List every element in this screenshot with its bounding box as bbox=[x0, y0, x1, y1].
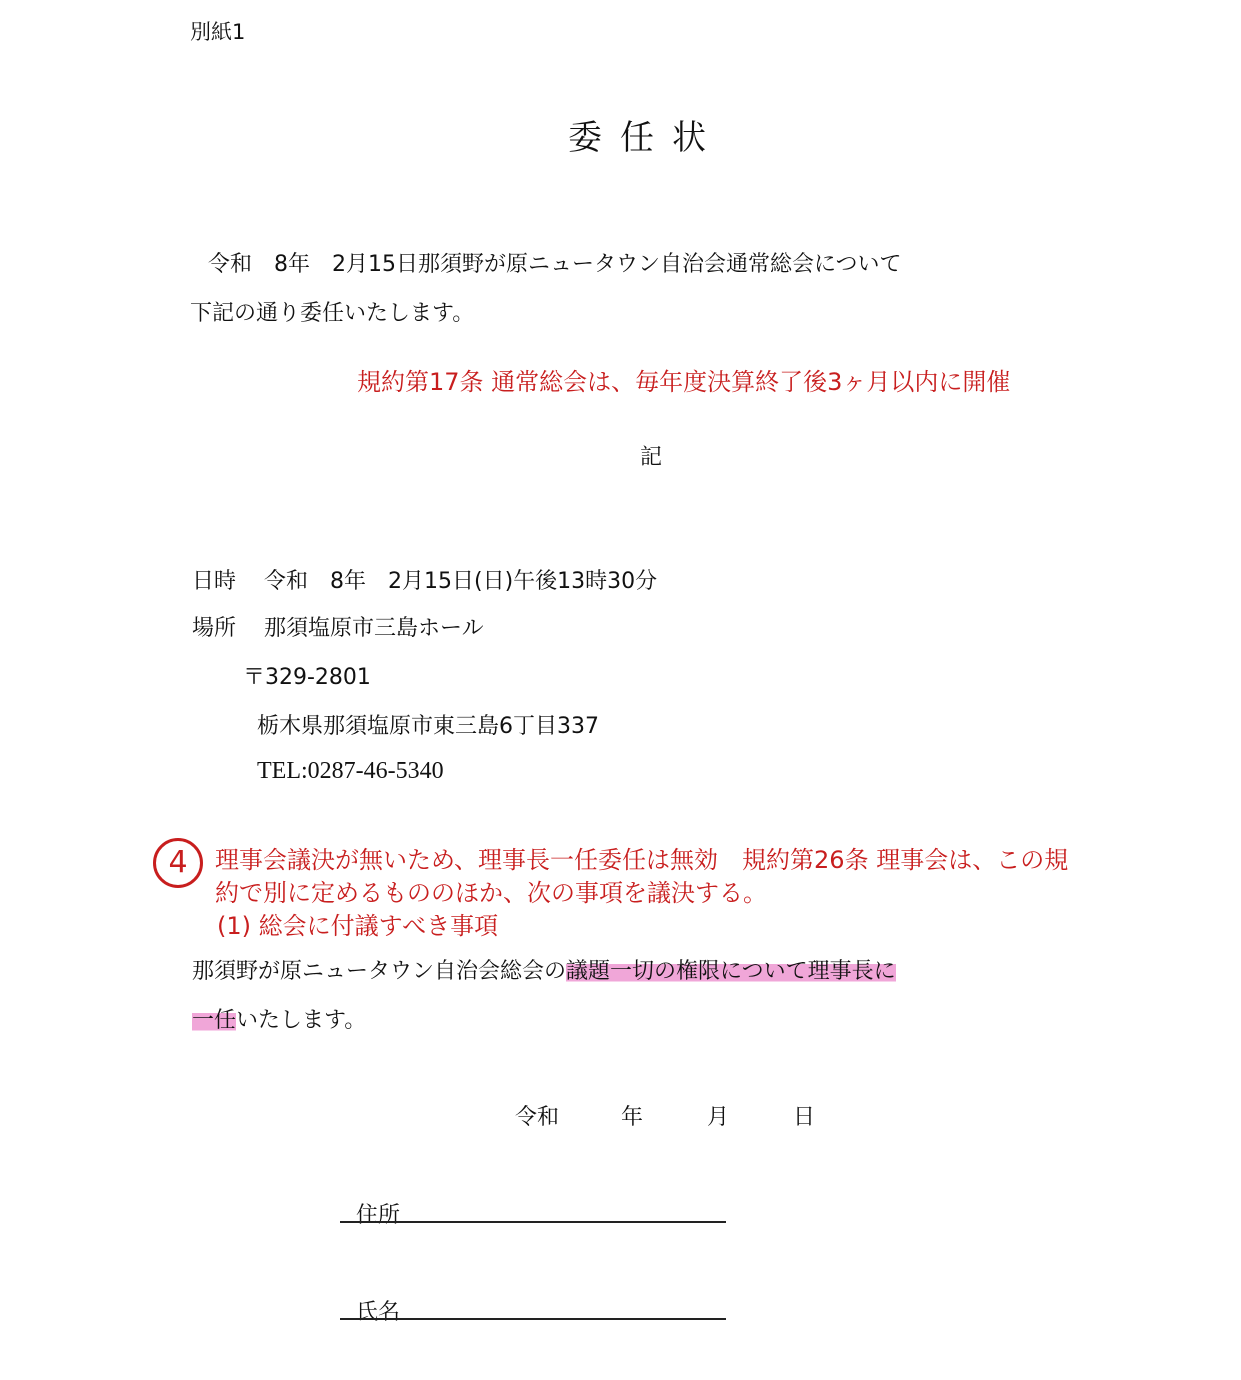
intro-line-1: 令和 8年 2月15日那須野が原ニュータウン自治会通常総会について bbox=[208, 252, 902, 277]
annotation-article-26-line2: 約で別に定めるもののほか、次の事項を議決する。 bbox=[215, 879, 767, 907]
delegation-line-1 bbox=[192, 954, 896, 985]
datetime-label: 日時 bbox=[192, 569, 237, 594]
address-field-label: 住所 bbox=[356, 1203, 401, 1228]
document-title: 委任状 bbox=[568, 118, 724, 158]
delegation-text: いたします。 bbox=[236, 1008, 367, 1033]
annotation-article-26-line3: (1) 総会に付議すべき事項 bbox=[217, 912, 499, 940]
circle-number-4-icon: 4 bbox=[153, 838, 203, 888]
intro-line-2: 下記の通り委任いたします。 bbox=[190, 301, 475, 326]
address-line: 栃木県那須塩原市東三島6丁目337 bbox=[257, 714, 599, 739]
date-month-label: 月 bbox=[707, 1105, 730, 1130]
ki-heading: 記 bbox=[640, 445, 663, 470]
delegation-line-2 bbox=[192, 1003, 366, 1034]
date-era: 令和 bbox=[515, 1105, 560, 1130]
place-row bbox=[192, 611, 484, 642]
telephone: TEL:0287-46-5340 bbox=[257, 758, 444, 784]
highlighted-text: 一任 bbox=[192, 1008, 237, 1033]
attachment-label: 別紙1 bbox=[190, 20, 246, 44]
annotation-article-17: 規約第17条 通常総会は、毎年度決算終了後3ヶ月以内に開催 bbox=[357, 368, 1011, 396]
postal-code: 〒329-2801 bbox=[243, 665, 371, 690]
highlighted-text: 議題一切の権限について理事長に bbox=[566, 959, 896, 984]
annotation-article-26-line1: 理事会議決が無いため、理事長一任委任は無効 規約第26条 理事会は、この規 bbox=[215, 846, 1069, 874]
datetime-value: 令和 8年 2月15日(日)午後13時30分 bbox=[264, 569, 658, 594]
date-day-label: 日 bbox=[793, 1105, 816, 1130]
delegation-text: 那須野が原ニュータウン自治会総会の bbox=[192, 959, 567, 984]
date-year-label: 年 bbox=[621, 1105, 644, 1130]
place-label: 場所 bbox=[192, 616, 237, 641]
name-signature-line[interactable] bbox=[340, 1318, 726, 1320]
place-value: 那須塩原市三島ホール bbox=[264, 616, 484, 641]
address-signature-line[interactable] bbox=[340, 1221, 726, 1223]
datetime-row bbox=[192, 564, 657, 595]
name-field-label: 氏名 bbox=[356, 1300, 401, 1325]
signing-date-line bbox=[515, 1100, 815, 1131]
